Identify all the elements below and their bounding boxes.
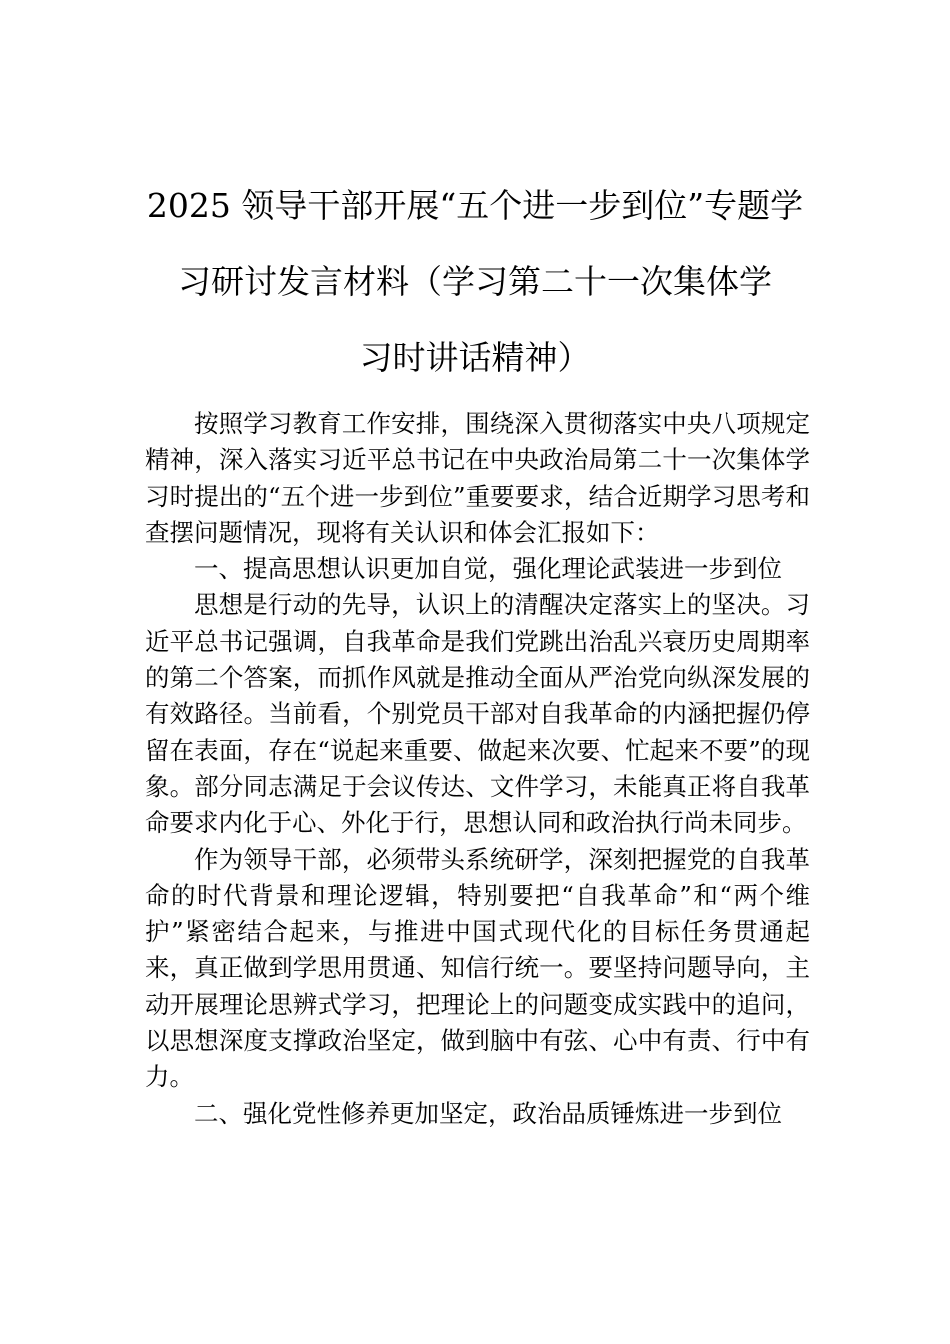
document-title	[140, 168, 810, 396]
section-heading-1: 一、提高思想认识更加自觉，强化理论武装进一步到位	[194, 554, 782, 584]
document-body	[145, 406, 810, 1132]
body-paragraph-1: 思想是行动的先导，认识上的清醒决定落实上的坚决。习近平总书记强调，自我革命是我们党跳出治乱兴衰历史周期率的第二个答案，而抓作风就是推动全面从严治党向纵深发展的有效路径。当前看，个别党员干部对自我革命的内涵把握仍停留在表面，存在“说起来重要、做起来次要、忙起来不要”的现象。部分同志满足于会议传达、文件学习，未能真正将自我革命要求内化于心、外化于行，思想认同和政治执行尚未同步。	[145, 590, 810, 838]
title-line-2: 习研讨发言材料（学习第二十一次集体学	[178, 262, 772, 301]
section-heading-2: 二、强化党性修养更加坚定，政治品质锤炼进一步到位	[194, 1098, 782, 1128]
title-line-1: 2025 领导干部开展“五个进一步到位”专题学	[146, 186, 804, 225]
intro-paragraph: 按照学习教育工作安排，围绕深入贯彻落实中央八项规定精神，深入落实习近平总书记在中央政治局第二十一次集体学习时提出的“五个进一步到位”重要要求，结合近期学习思考和查摆问题情况，现将有关认识和体会汇报如下：	[145, 409, 810, 547]
body-paragraph-2: 作为领导干部，必须带头系统研学，深刻把握党的自我革命的时代背景和理论逻辑，特别要把“自我革命”和“两个维护”紧密结合起来，与推进中国式现代化的目标任务贯通起来，真正做到学思用贯通、知信行统一。要坚持问题导向，主动开展理论思辨式学习，把理论上的问题变成实践中的追问，以思想深度支撑政治坚定，做到脑中有弦、心中有责、行中有力。	[145, 844, 810, 1092]
title-line-3: 习时讲话精神）	[359, 338, 591, 377]
